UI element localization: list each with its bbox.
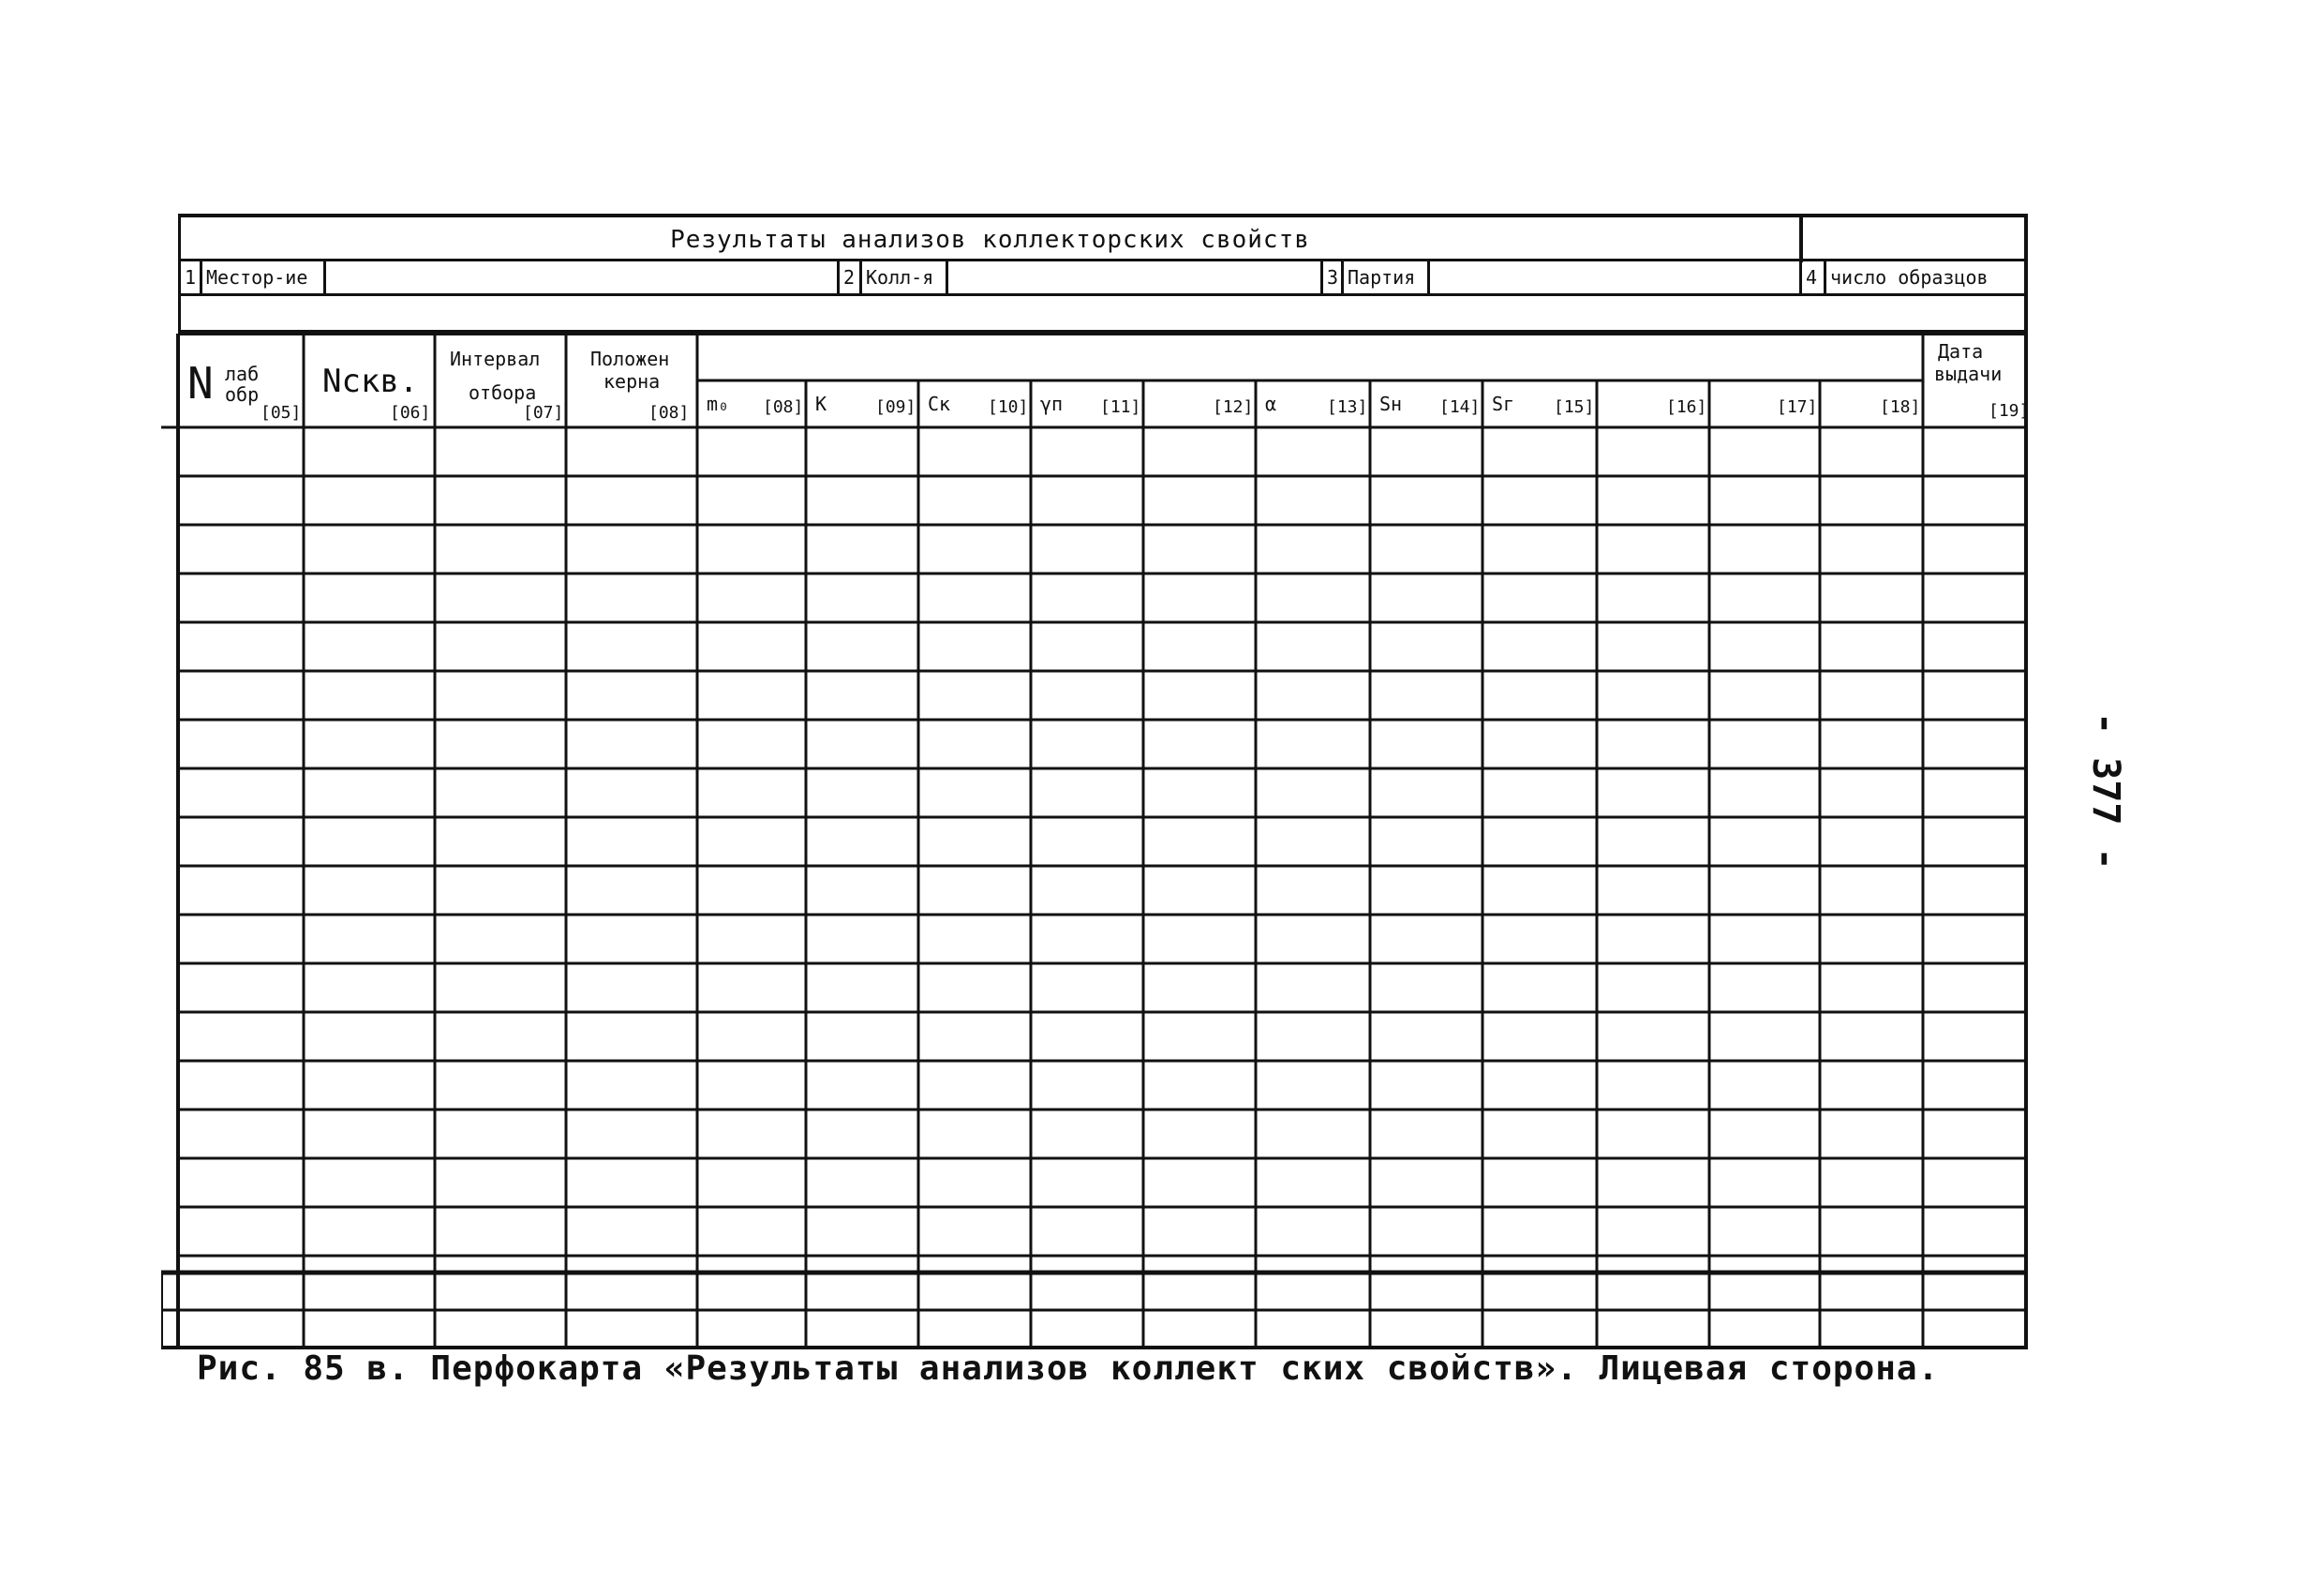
header-polozhen-sub: керна (603, 370, 661, 393)
header-11: Sг (1492, 393, 1515, 415)
header-code: [09] (875, 397, 916, 417)
field-2-value[interactable] (946, 261, 1320, 293)
header-code: [13] (1327, 397, 1368, 417)
title-corner-box (1799, 217, 2031, 262)
header-code: [17] (1777, 397, 1818, 417)
header-code: [18] (1880, 397, 1921, 417)
field-3-value[interactable] (1427, 261, 1799, 293)
field-3-label: Партия (1341, 261, 1427, 293)
header-code: [19] (1989, 401, 2030, 421)
header-code: [05] (261, 403, 302, 423)
header-5: К (815, 393, 827, 415)
table-grid (161, 334, 2028, 1349)
header-interval: Интервал (450, 348, 541, 370)
field-1-number: 1 (185, 266, 197, 289)
header-code: [08] (648, 403, 690, 423)
header-code: [12] (1213, 397, 1254, 417)
header-10: Sн (1379, 393, 1403, 415)
header-6: Ск (928, 393, 951, 415)
header-interval-sub: отбора (469, 381, 537, 404)
header-data-sub: выдачи (1934, 363, 2003, 385)
header-code: [15] (1554, 397, 1595, 417)
field-2-number: 2 (837, 261, 859, 293)
meta-fields-row (178, 259, 2028, 296)
header-n-lab-sup: лаб (225, 363, 260, 385)
field-4-number: 4 (1799, 261, 1824, 293)
field-1-value[interactable] (323, 261, 837, 293)
header-code: [07] (523, 403, 564, 423)
figure-caption: Рис. 85 в. Перфокарта «Результаты анализов коллект ских свойств». Лицевая сторона. (197, 1349, 1940, 1388)
data-table (161, 334, 2028, 1349)
header-4: m₀ (707, 393, 730, 415)
header-polozhen: Положен (590, 348, 670, 370)
header-data: Дата (1938, 340, 1984, 363)
header-9: α (1265, 393, 1277, 415)
punch-card-form (161, 214, 2028, 1349)
header-code: [06] (390, 403, 431, 423)
title-row (178, 214, 2028, 259)
header-code: [08] (763, 397, 804, 417)
header-n-skv: Nскв. (322, 363, 419, 400)
header-code: [11] (1100, 397, 1141, 417)
field-2-label: Колл-я (859, 261, 946, 293)
header-code: [10] (988, 397, 1029, 417)
field-3-number: 3 (1320, 261, 1341, 293)
header-7: γп (1040, 393, 1064, 415)
page-number: - 377 - (2084, 712, 2127, 871)
header-n-lab-sub: обр (225, 383, 260, 406)
field-4-label: число образцов (1824, 261, 2024, 293)
header-code: [14] (1439, 397, 1481, 417)
blank-row (178, 296, 2028, 334)
field-1-label: Местор-ие (200, 261, 323, 293)
header-n-lab-main: N (187, 358, 214, 409)
form-title: Результаты анализов коллекторских свойств (670, 226, 1310, 254)
header-code: [16] (1666, 397, 1707, 417)
